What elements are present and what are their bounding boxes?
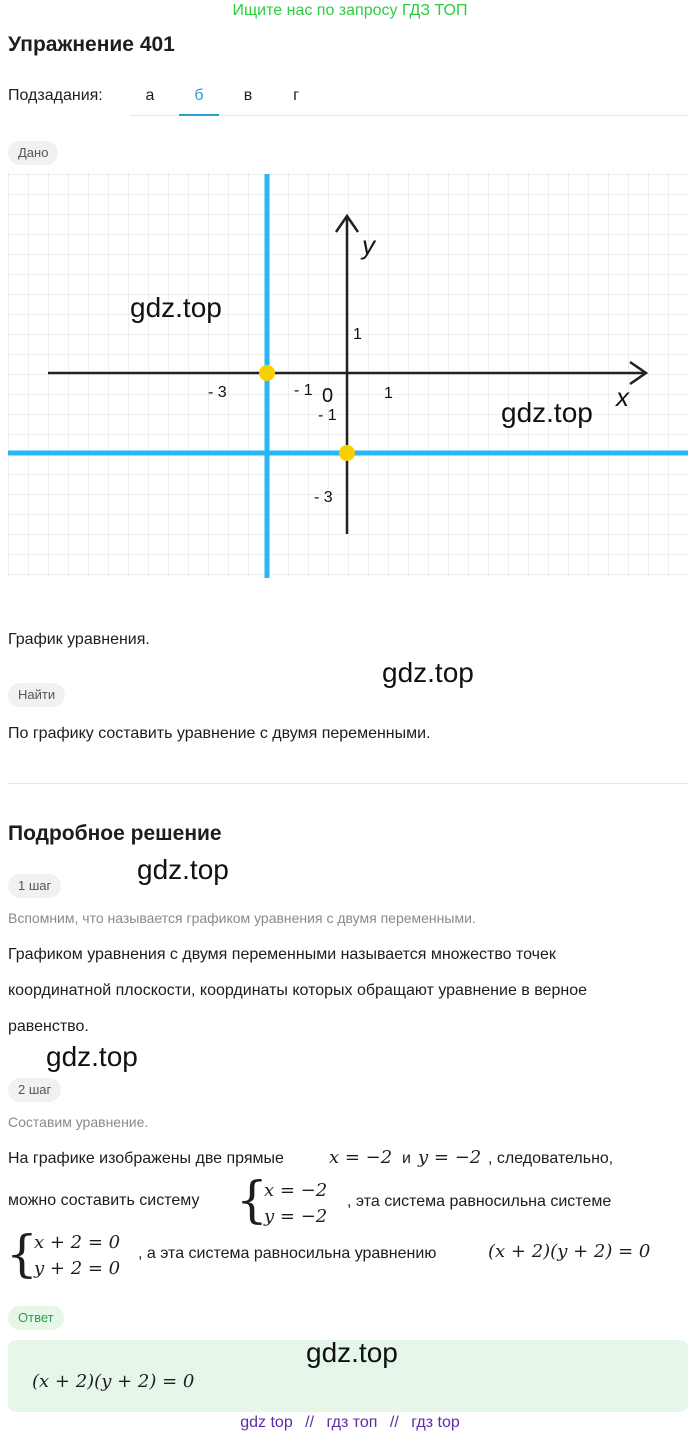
subtask-tabs xyxy=(130,78,688,116)
section-divider xyxy=(8,783,688,784)
given-caption: График уравнения. xyxy=(8,631,150,648)
system2-brace: { xyxy=(6,1225,38,1283)
find-text: По графику составить уравнение с двумя переменными. xyxy=(8,725,431,742)
step1-chip: 1 шаг xyxy=(8,874,61,898)
equation-y: y = −2 xyxy=(418,1147,482,1168)
watermark: gdz.top xyxy=(306,1337,398,1368)
step1-line3: равенство. xyxy=(8,1018,89,1035)
footer-separator: // xyxy=(389,1414,399,1431)
watermark: gdz.top xyxy=(501,397,593,428)
system1-brace: { xyxy=(236,1171,268,1229)
footer-link-gdz-top[interactable]: gdz top xyxy=(240,1414,293,1431)
point-neg2-0 xyxy=(259,365,275,381)
equation-x: x = −2 xyxy=(329,1147,393,1168)
y-tick-neg1: - 1 xyxy=(318,407,337,424)
y-tick-neg3: - 3 xyxy=(314,489,333,506)
origin-label: 0 xyxy=(322,385,334,407)
step2-and: и xyxy=(402,1150,411,1167)
point-0-neg2 xyxy=(339,445,355,461)
watermark: gdz.top xyxy=(130,292,222,323)
coordinate-graph xyxy=(8,172,688,578)
top-banner: Ищите нас по запросу ГДЗ ТОП xyxy=(232,2,468,19)
subtasks-label: Подзадания: xyxy=(8,87,103,104)
x-tick-1: 1 xyxy=(384,385,393,402)
tab-b[interactable]: б xyxy=(179,78,219,116)
step1-line2: координатной плоскости, координаты которых обращают уравнение в верное xyxy=(8,982,587,999)
system2-eq1: x + 2 = 0 xyxy=(34,1232,121,1253)
watermark: gdz.top xyxy=(46,1041,138,1072)
x-tick-neg1: - 1 xyxy=(294,382,313,399)
answer-chip: Ответ xyxy=(8,1306,64,1330)
watermark: gdz.top xyxy=(382,657,474,688)
given-chip: Дано xyxy=(8,141,58,165)
answer-value: (x + 2)(y + 2) = 0 xyxy=(32,1371,195,1392)
step2-text-4: , эта система равносильна системе xyxy=(347,1193,612,1210)
step2-text-2: , следовательно, xyxy=(488,1150,614,1167)
step2-text-5: , а эта система равносильна уравнению xyxy=(138,1245,437,1262)
system1-eq1: x = −2 xyxy=(264,1180,328,1201)
step1-hint: Вспомним, что называется графиком уравнения с двумя переменными. xyxy=(8,910,476,926)
y-axis-label: y xyxy=(362,230,375,260)
step2-hint: Составим уравнение. xyxy=(8,1114,149,1130)
watermark: gdz.top xyxy=(137,854,229,885)
step2-text-3: можно составить систему xyxy=(8,1192,200,1209)
system1-eq2: y = −2 xyxy=(264,1206,328,1227)
footer-link-gdz-top-mixed[interactable]: гдз top xyxy=(411,1414,460,1431)
footer-links xyxy=(0,1414,700,1432)
step2-text-1: На графике изображены две прямые xyxy=(8,1150,284,1167)
tab-v[interactable]: в xyxy=(243,87,253,104)
equation-final: (x + 2)(y + 2) = 0 xyxy=(488,1241,651,1262)
footer-separator: // xyxy=(305,1414,315,1431)
find-chip: Найти xyxy=(8,683,65,707)
page-title: Упражнение 401 xyxy=(8,33,175,56)
step2-chip: 2 шаг xyxy=(8,1078,61,1102)
system2-eq2: y + 2 = 0 xyxy=(34,1258,121,1279)
y-tick-1: 1 xyxy=(353,326,362,343)
solution-heading: Подробное решение xyxy=(8,822,222,845)
x-axis-label: x xyxy=(616,382,629,412)
step1-line1: Графиком уравнения с двумя переменными называется множество точек xyxy=(8,946,556,963)
footer-link-gdz-top-ru[interactable]: гдз топ xyxy=(326,1414,378,1431)
tab-a[interactable]: а xyxy=(145,87,155,104)
tab-g[interactable]: г xyxy=(293,87,299,104)
x-tick-neg3: - 3 xyxy=(208,384,227,401)
